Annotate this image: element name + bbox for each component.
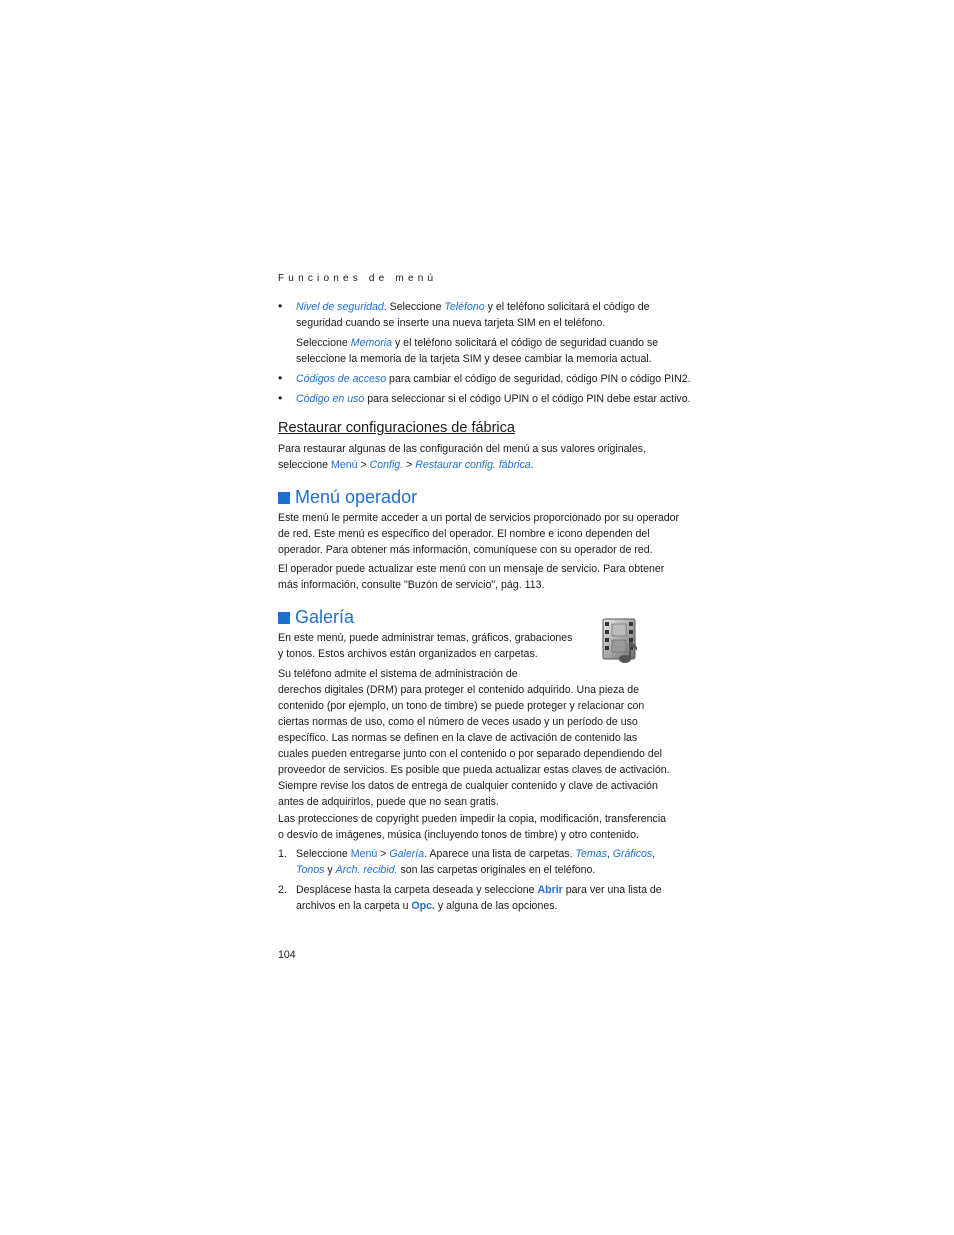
bullet-dot: • bbox=[278, 371, 283, 385]
link-phone[interactable]: Teléfono bbox=[444, 301, 485, 313]
gallery-paragraph-1: En este menú, puede administrar temas, gráficos, grabaciones y tonos. Estos archivos están organizados en carpetas. bbox=[278, 632, 573, 660]
gallery-film-icon bbox=[600, 616, 644, 666]
bullet-code-in-use: Código en uso para seleccionar si el código UPIN o el código PIN debe estar activo. bbox=[296, 393, 691, 405]
gallery-paragraph-3: Las protecciones de copyright pueden impedir la copia, modificación, transferencia o desvío de imágenes, música (incluyendo tonos de timbre) y otro contenido. bbox=[278, 813, 667, 841]
link-open[interactable]: Abrir bbox=[537, 884, 563, 896]
link-menu[interactable]: Menú bbox=[331, 459, 358, 471]
bullet-dot: • bbox=[278, 391, 283, 405]
step-2: Desplácese hasta la carpeta deseada y seleccione Abrir para ver una lista de archivos en la carpeta u Opc. y alguna de las opciones. bbox=[296, 884, 662, 912]
bullet-memory-text: Seleccione Memoria y el teléfono solicitará el código de seguridad cuando se seleccione la memoria de la tarjeta SIM y desee cambiar la memoria actual. bbox=[296, 337, 659, 365]
step-number: 1. bbox=[278, 848, 287, 860]
bullet-dot: • bbox=[278, 299, 283, 313]
page-number: 104 bbox=[278, 949, 296, 961]
operator-heading: Menú operador bbox=[278, 487, 417, 508]
restore-paragraph: Para restaurar algunas de las configuración del menú a sus valores originales, seleccione Menú > Config. > Restaurar config. fábrica. bbox=[278, 443, 647, 471]
operator-paragraph-2: El operador puede actualizar este menú con un mensaje de servicio. Para obtener más información, consulte "Buzón de servicio", pág. 113. bbox=[278, 563, 665, 591]
link-graphics[interactable]: Gráficos bbox=[612, 848, 653, 860]
link-config[interactable]: Config. bbox=[369, 459, 404, 471]
section-square-icon bbox=[278, 612, 290, 624]
bullet-security-level: Nivel de seguridad. Seleccione Teléfono y el teléfono solicitará el código de seguridad cuando se inserte una nueva tarjeta SIM en el teléfono. bbox=[296, 301, 650, 329]
link-memory[interactable]: Memoria bbox=[350, 337, 392, 349]
link-gallery[interactable]: Galería bbox=[389, 848, 425, 860]
bullet-access-codes: Códigos de acceso para cambiar el código de seguridad, código PIN o código PIN2. bbox=[296, 373, 691, 385]
link-themes[interactable]: Temas bbox=[575, 848, 607, 860]
link-restore-factory[interactable]: Restaurar config. fábrica bbox=[415, 459, 531, 471]
gallery-heading: Galería bbox=[278, 607, 354, 628]
gallery-paragraph-2: Su teléfono admite el sistema de administración de derechos digitales (DRM) para proteger el contenido adquirido. Una pieza de contenido (por ejemplo, un tono de timbre) se puede proteger y relacionar con ciertas normas de uso, como el número de veces usado y un período de uso específico. Las normas se definen en la clave de activación de contenido las cuales pueden entregarse junto con el contenido o por separado dependiendo del proveedor de servicios. Es posible que pueda actualizar estas claves de activación. Siempre revise los datos de entrega de cualquier contenido y clave de activación antes de adquirirlos, puede que no sean gratis. bbox=[278, 668, 670, 808]
link-received-files[interactable]: Arch. recibid. bbox=[335, 864, 398, 876]
link-tones[interactable]: Tonos bbox=[296, 864, 325, 876]
link-security-level[interactable]: Nivel de seguridad bbox=[296, 301, 384, 313]
step-number: 2. bbox=[278, 884, 287, 896]
running-header: Funciones de menú bbox=[278, 273, 438, 284]
operator-paragraph-1: Este menú le permite acceder a un portal de servicios proporcionado por su operador de red. Este menú es específico del operador. El nombre e icono dependen del operador. Para obtener más información, comuníquese con su operador de red. bbox=[278, 512, 680, 556]
link-menu[interactable]: Menú bbox=[350, 848, 378, 860]
link-code-in-use[interactable]: Código en uso bbox=[296, 393, 365, 405]
link-options[interactable]: Opc. bbox=[411, 900, 435, 912]
step-1: Seleccione Menú > Galería. Aparece una lista de carpetas. Temas, Gráficos, Tonos y Arch. recibid. son las carpetas originales en el teléfono. bbox=[296, 848, 656, 876]
restore-heading: Restaurar configuraciones de fábrica bbox=[278, 420, 515, 436]
link-access-codes[interactable]: Códigos de acceso bbox=[296, 373, 387, 385]
section-square-icon bbox=[278, 492, 290, 504]
